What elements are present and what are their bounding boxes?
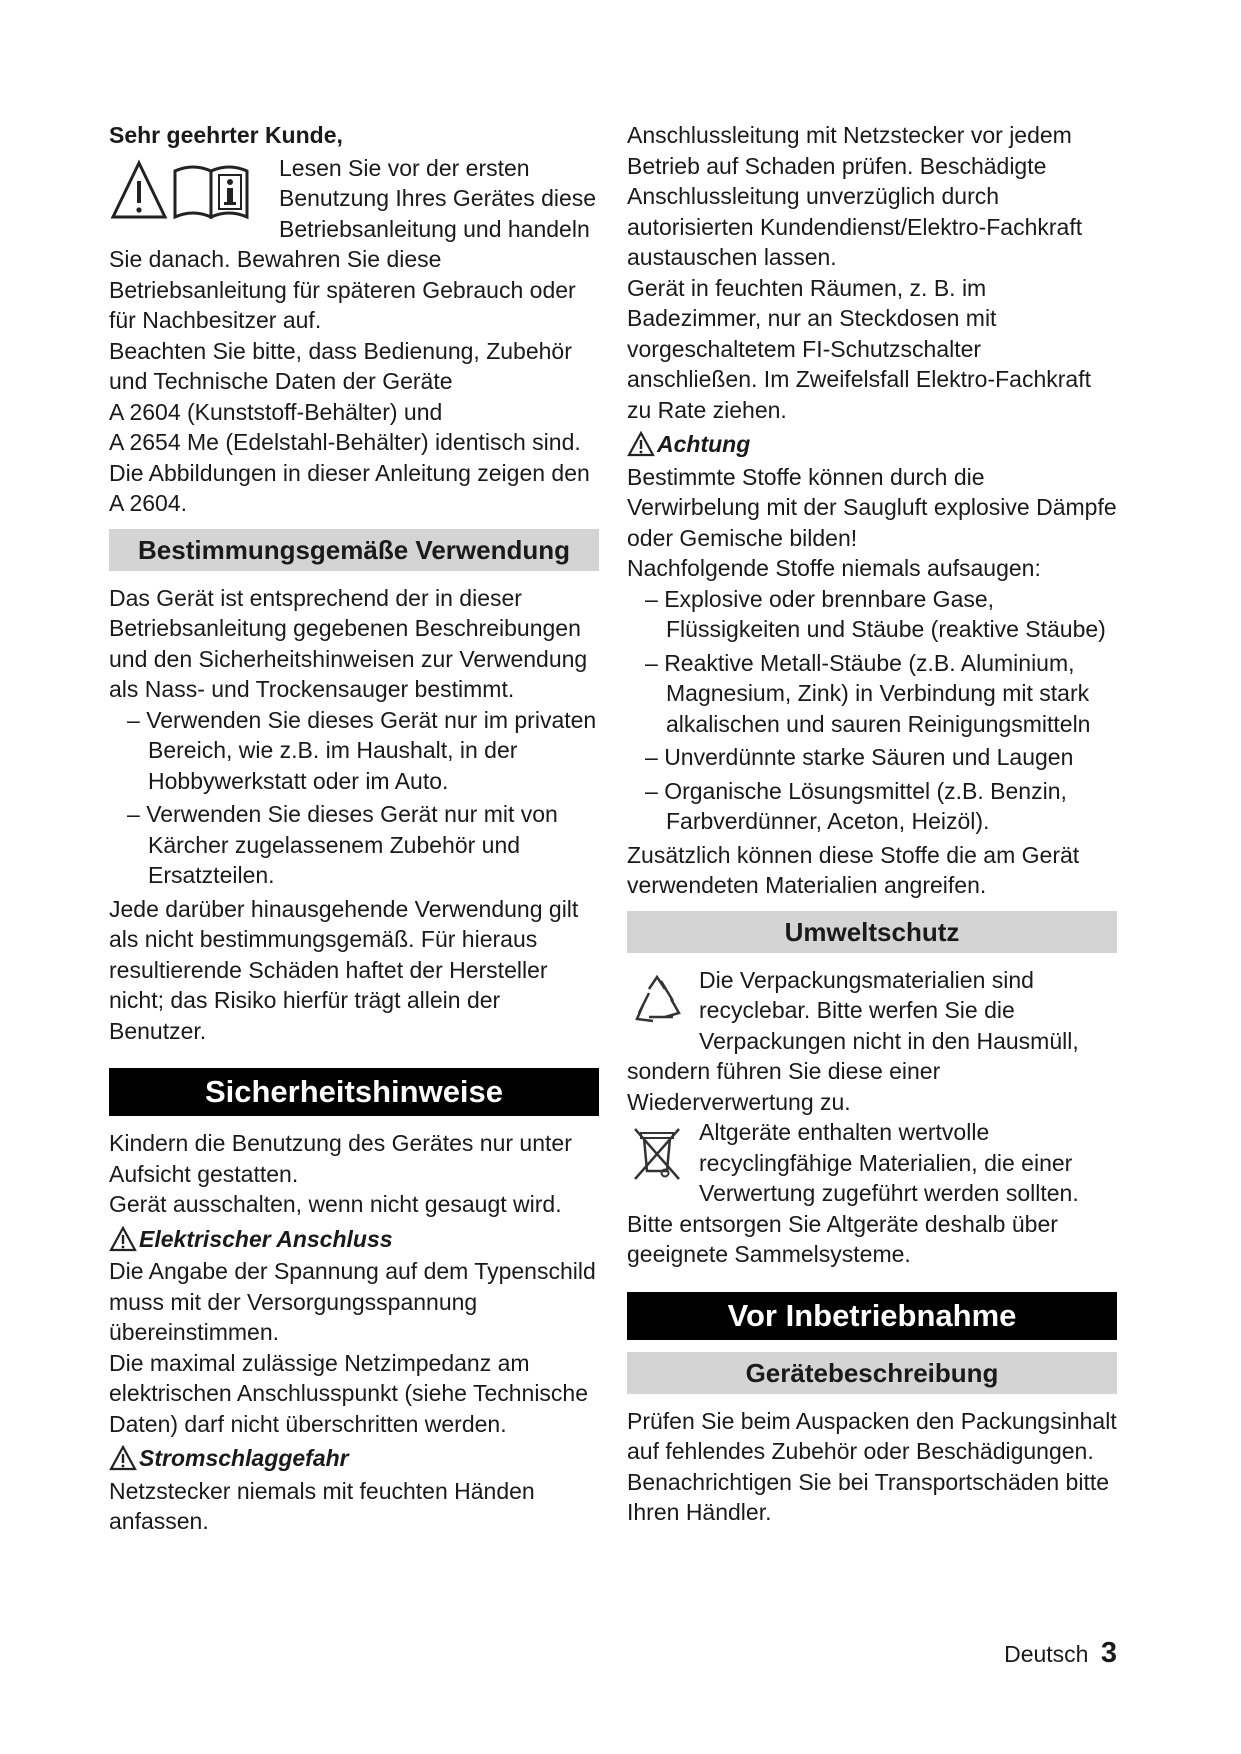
warning-icon bbox=[109, 1445, 137, 1471]
crossed-bin-icon bbox=[627, 1123, 687, 1183]
electric-heading bbox=[109, 1224, 599, 1255]
device-description-text: Prüfen Sie beim Auspacken den Packungsinhalt auf fehlendes Zubehör oder Beschädigungen. Benachrichtigen Sie bei Transportschäden bitte Ihren Händler. bbox=[627, 1407, 1117, 1525]
list-item: – Verwenden Sie dieses Gerät nur im privaten Bereich, wie z.B. im Haushalt, in der Hobbywerkstatt oder im Auto. bbox=[109, 705, 599, 797]
left-column bbox=[109, 120, 599, 1537]
electric-line-2: Die maximal zulässige Netzimpedanz am elektrischen Anschlusspunkt (siehe Technische Daten) darf nicht überschritten werden. bbox=[109, 1349, 589, 1437]
section-title-environment: Umweltschutz bbox=[627, 911, 1117, 953]
greeting: Sehr geehrter Kunde, bbox=[109, 122, 343, 148]
additional-text: Zusätzlich können diese Stoffe die am Gerät verwendeten Materialien angreifen. bbox=[627, 841, 1080, 898]
list-item: – Reaktive Metall-Stäube (z.B. Aluminium, Magnesium, Zink) in Verbindung mit stark alkalischen und sauren Reinigungsmitteln bbox=[627, 648, 1117, 740]
recycle-icon bbox=[627, 971, 687, 1031]
section-title-commissioning: Vor Inbetriebnahme bbox=[627, 1292, 1117, 1340]
warning-manual-icon bbox=[109, 157, 269, 223]
list-item: – Explosive oder brennbare Gase, Flüssigkeiten und Stäube (reaktive Stäube) bbox=[627, 584, 1117, 645]
intro-text: Lesen Sie vor der ersten Benutzung Ihres Gerätes diese Betriebsanleitung und handeln Sie danach. Bewahren Sie diese Betriebsanleitung für späteren Gebrauch oder für Nachbesitzer auf. bbox=[109, 154, 597, 333]
weee-text: Altgeräte enthalten wertvolle recyclingfähige Materialien, die einer Verwertung zugeführt werden sollten. Bitte entsorgen Sie Altgeräte deshalb über geeignete Sammelsysteme. bbox=[627, 1119, 1079, 1267]
list-item: – Verwenden Sie dieses Gerät nur mit von Kärcher zugelassenem Zubehör und Ersatzteilen. bbox=[109, 799, 599, 891]
caution-text: Bestimmte Stoffe können durch die Verwirbelung mit der Saugluft explosive Dämpfe oder Gemische bilden! bbox=[627, 463, 1117, 551]
intended-use-list bbox=[109, 705, 599, 891]
recycle-text: Die Verpackungsmaterialien sind recyclebar. Bitte werfen Sie die Verpackungen nicht in den Hausmüll, sondern führen Sie diese einer Wiederverwertung zu. bbox=[627, 966, 1079, 1115]
section-title-safety: Sicherheitshinweise bbox=[109, 1068, 599, 1116]
section-title-intended-use: Bestimmungsgemäße Verwendung bbox=[109, 529, 599, 571]
never-list bbox=[627, 584, 1117, 837]
safety-line-1: Kindern die Benutzung des Gerätes nur unter Aufsicht gestatten. bbox=[109, 1130, 572, 1187]
warning-icon bbox=[109, 1226, 137, 1252]
cable-text: Anschlussleitung mit Netzstecker vor jedem Betrieb auf Schaden prüfen. Beschädigte Anschlussleitung unverzüglich durch autorisierten Kundendienst/Elektro-Fachkraft austauschen lassen. bbox=[627, 122, 1083, 270]
list-item: – Organische Lösungsmittel (z.B. Benzin, Farbverdünner, Aceton, Heizöl). bbox=[627, 776, 1117, 837]
page-footer bbox=[1004, 1638, 1117, 1670]
weee-block bbox=[627, 1117, 1117, 1270]
section-title-device-description: Gerätebeschreibung bbox=[627, 1352, 1117, 1394]
safety-line-2: Gerät ausschalten, wenn nicht gesaugt wird. bbox=[109, 1191, 562, 1217]
warning-icon bbox=[627, 431, 655, 457]
recycle-block bbox=[627, 965, 1117, 1118]
page-number: 3 bbox=[1100, 1637, 1117, 1669]
caution-title: Achtung bbox=[657, 431, 751, 457]
footer-language: Deutsch bbox=[1004, 1641, 1089, 1667]
shock-text: Netzstecker niemals mit feuchten Händen anfassen. bbox=[109, 1477, 535, 1534]
note-line-2: A 2604 (Kunststoff-Behälter) und bbox=[109, 398, 443, 425]
note-line-1: Beachten Sie bitte, dass Bedienung, Zubehör und Technische Daten der Geräte bbox=[109, 337, 572, 394]
intended-use-text: Das Gerät ist entsprechend der in dieser Betriebsanleitung gegebenen Beschreibungen und den Sicherheitshinweisen zur Verwendung als Nass- und Trockensauger bestimmt. bbox=[109, 584, 588, 702]
never-intro: Nachfolgende Stoffe niemals aufsaugen: bbox=[627, 555, 1041, 581]
intro-block bbox=[109, 153, 599, 336]
electric-line-1: Die Angabe der Spannung auf dem Typenschild muss mit der Versorgungsspannung übereinstimmen. bbox=[109, 1258, 596, 1345]
right-column bbox=[627, 120, 1117, 1528]
note-line-3: A 2654 Me (Edelstahl-Behälter) identisch sind. Die Abbildungen in dieser Anleitung zeigen den A 2604. bbox=[109, 429, 590, 516]
shock-title: Stromschlaggefahr bbox=[139, 1445, 349, 1471]
caution-heading bbox=[627, 429, 1117, 460]
intended-use-outro: Jede darüber hinausgehende Verwendung gilt als nicht bestimmungsgemäß. Für hieraus resultierende Schäden haftet der Hersteller nicht; das Risiko hierfür trägt allein der Benutzer. bbox=[109, 895, 579, 1044]
electric-title: Elektrischer Anschluss bbox=[139, 1225, 393, 1252]
wet-room-text: Gerät in feuchten Räumen, z. B. im Badezimmer, nur an Steckdosen mit vorgeschaltetem FI-Schutzschalter anschließen. Im Zweifelsfall Elektro-Fachkraft zu Rate ziehen. bbox=[627, 274, 1091, 423]
shock-heading bbox=[109, 1443, 599, 1474]
list-item: – Unverdünnte starke Säuren und Laugen bbox=[627, 742, 1117, 773]
